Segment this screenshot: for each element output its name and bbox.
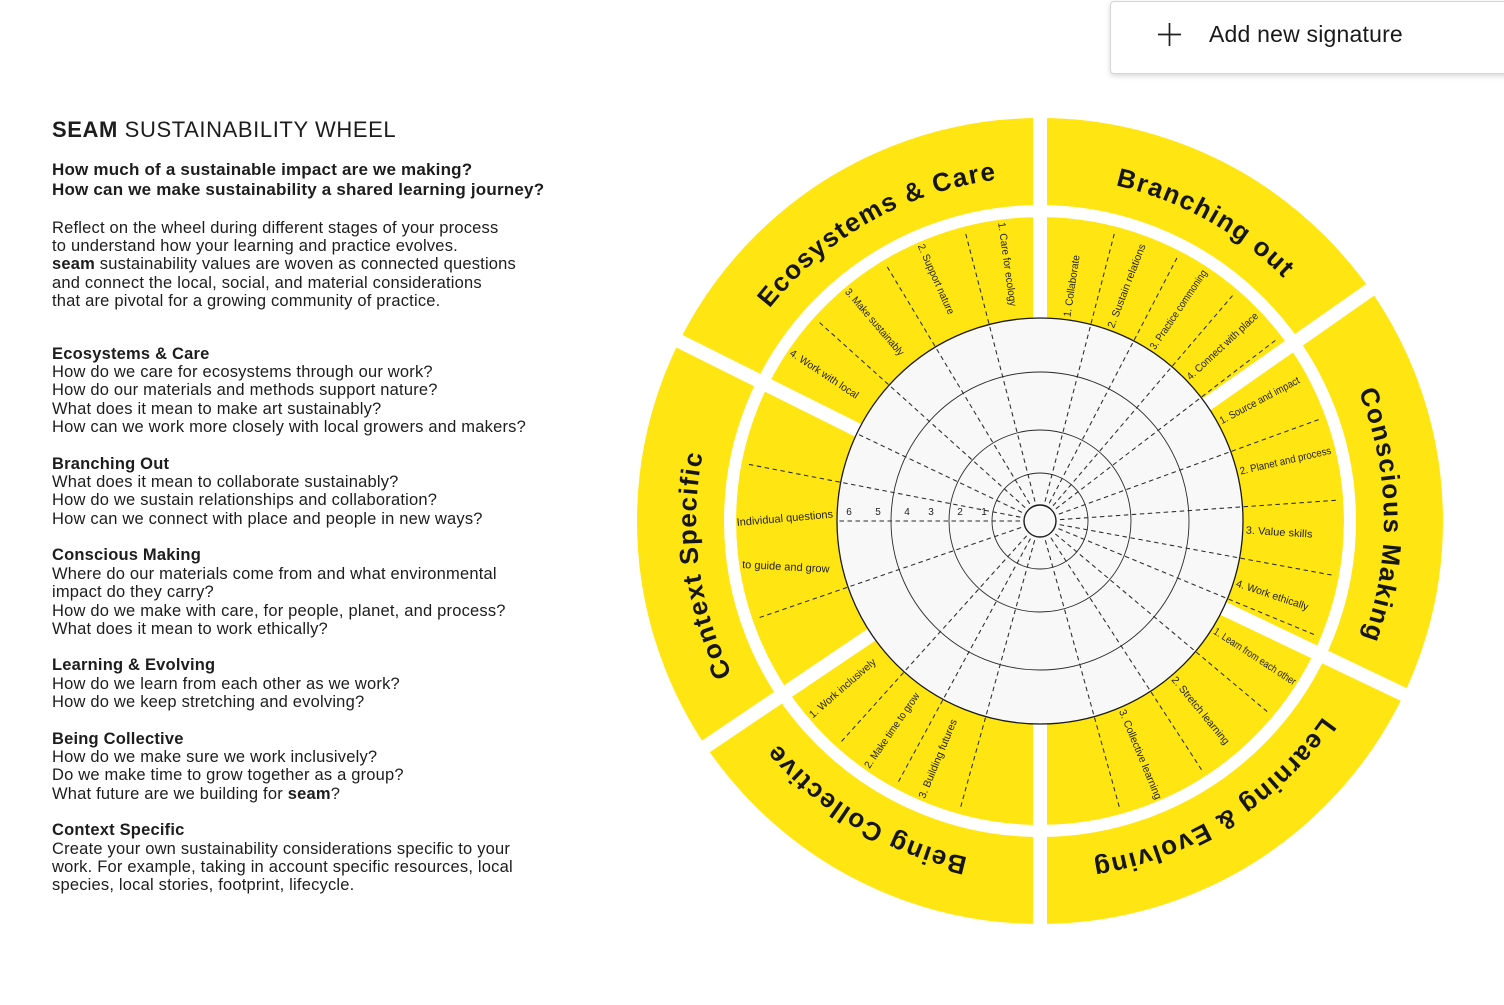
wheel-item-label: 3. Make sustainably [842, 286, 912, 365]
wheel-item-label: 1. Learn from each other [1211, 625, 1315, 699]
page-title [52, 118, 652, 142]
section [52, 455, 652, 529]
title-rest: SUSTAINABILITY WHEEL [117, 117, 397, 142]
section-heading: Ecosystems & Care [52, 344, 210, 363]
wheel-item-label: 2. Make time to grow [862, 683, 928, 771]
section-line: How do we learn from each other as we work? [52, 674, 400, 693]
section-line: How can we work more closely with local growers and makers? [52, 418, 526, 437]
section-line: Do we make time to grow together as a group? [52, 766, 404, 785]
scale-number: 4 [904, 507, 910, 518]
section-line: What does it mean to collaborate sustainably? [52, 473, 399, 492]
section-line: How do we make sure we work inclusively? [52, 747, 378, 766]
sustainability-wheel [635, 116, 1445, 926]
scale-number: 2 [957, 507, 963, 518]
section-line: How do we care for ecosystems through our work? [52, 363, 433, 382]
section-line: How do our materials and methods support nature? [52, 381, 438, 400]
section-line: How do we sustain relationships and collaboration? [52, 491, 438, 510]
section-heading: Conscious Making [52, 546, 201, 565]
wheel-segment-name: Ecosystems & Care [750, 155, 999, 313]
wheel-segment-name: Context Specific [672, 448, 738, 685]
section-heading: Context Specific [52, 821, 185, 840]
paragraph-line: seam sustainability values are woven as connected questions [52, 255, 517, 274]
section-line: impact do they carry? [52, 583, 214, 602]
paragraph-line: that are pivotal for a growing community of practice. [52, 292, 441, 311]
wheel-segment-name: Conscious Making [1353, 382, 1408, 648]
section-line: How do we make with care, for people, planet, and process? [52, 601, 506, 620]
paragraph-line: Reflect on the wheel during different stages of your process [52, 218, 499, 237]
wheel-item-label: 2. Sustain relations [1105, 242, 1149, 330]
center-circle [1024, 505, 1056, 537]
section-line: What future are we building for seam? [52, 784, 341, 803]
section-heading: Learning & Evolving [52, 656, 216, 675]
section-line: What does it mean to make art sustainably? [52, 399, 382, 418]
bold-word: seam [287, 784, 331, 803]
wheel-item-label: 2. Support nature [914, 242, 959, 322]
wheel-item-label: 1. Care for ecology [995, 221, 1020, 312]
wheel-item-label: 4. Work ethically [1234, 577, 1312, 614]
section [52, 656, 652, 711]
wheel-svg [635, 116, 1445, 926]
paragraph-line: and connect the local, social, and material considerations [52, 273, 482, 292]
bold-word: seam [52, 255, 96, 274]
section-line: How can we connect with place and people in new ways? [52, 509, 483, 528]
section-line: Create your own sustainability considerations specific to your [52, 839, 511, 858]
wheel-segment-name: Being Collective [759, 738, 970, 881]
section-line: What does it mean to work ethically? [52, 619, 328, 638]
scale-number: 1 [981, 507, 987, 518]
document-article [52, 118, 652, 913]
wheel-segment-name: Branching out [1113, 161, 1302, 284]
paragraph-line: to understand how your learning and practice evolves. [52, 237, 458, 255]
wheel-item-label: 1. Source and impact [1217, 369, 1311, 427]
intro-question-line: How much of a sustainable impact are we making? [52, 160, 473, 179]
section-line: work. For example, taking in account specific resources, local [52, 857, 513, 876]
title-brand: SEAM [52, 117, 118, 142]
intro-question-line: How can we make sustainability a shared learning journey? [52, 179, 545, 199]
section [52, 821, 652, 895]
wheel-item-label: 3. Collective learning [1116, 707, 1165, 803]
center-note-line: to guide and grow [741, 559, 830, 576]
section-line: Where do our materials come from and what environmental [52, 564, 497, 583]
section [52, 730, 652, 804]
wheel-item-label: 4. Work with local [787, 347, 863, 403]
wheel-segment-name: Learning & Evolving [1090, 713, 1343, 885]
intro-questions [52, 160, 652, 200]
wheel-item-label: 1. Work inclusively [806, 654, 881, 721]
scale-number: 3 [928, 507, 934, 518]
sections-list [52, 345, 652, 895]
wheel-item-label: 3. Building futures [916, 717, 960, 801]
add-signature-label: Add new signature [1209, 21, 1403, 47]
center-note-line: Individual questions [736, 508, 834, 529]
section-heading: Branching Out [52, 454, 170, 473]
scale-number: 5 [875, 507, 881, 518]
section-heading: Being Collective [52, 729, 184, 748]
plus-icon [1155, 21, 1183, 49]
wheel-item-label: 1. Collaborate [1061, 251, 1084, 318]
wheel-item-label: 4. Connect with place [1184, 305, 1267, 383]
section-line: How do we keep stretching and evolving? [52, 693, 365, 712]
wheel-item-label: 3. Value skills [1245, 524, 1310, 541]
intro-paragraph [52, 219, 652, 311]
section-line: species, local stories, footprint, lifecycle. [52, 876, 355, 895]
add-signature-popup[interactable] [1110, 1, 1504, 74]
section [52, 546, 652, 638]
wheel-item-label: 2. Stretch learning [1168, 674, 1233, 748]
scale-number: 6 [846, 507, 852, 518]
section [52, 345, 652, 437]
wheel-item-label: 3. Practice commoning [1147, 256, 1218, 352]
wheel-item-label: 2. Planet and process [1238, 443, 1341, 478]
